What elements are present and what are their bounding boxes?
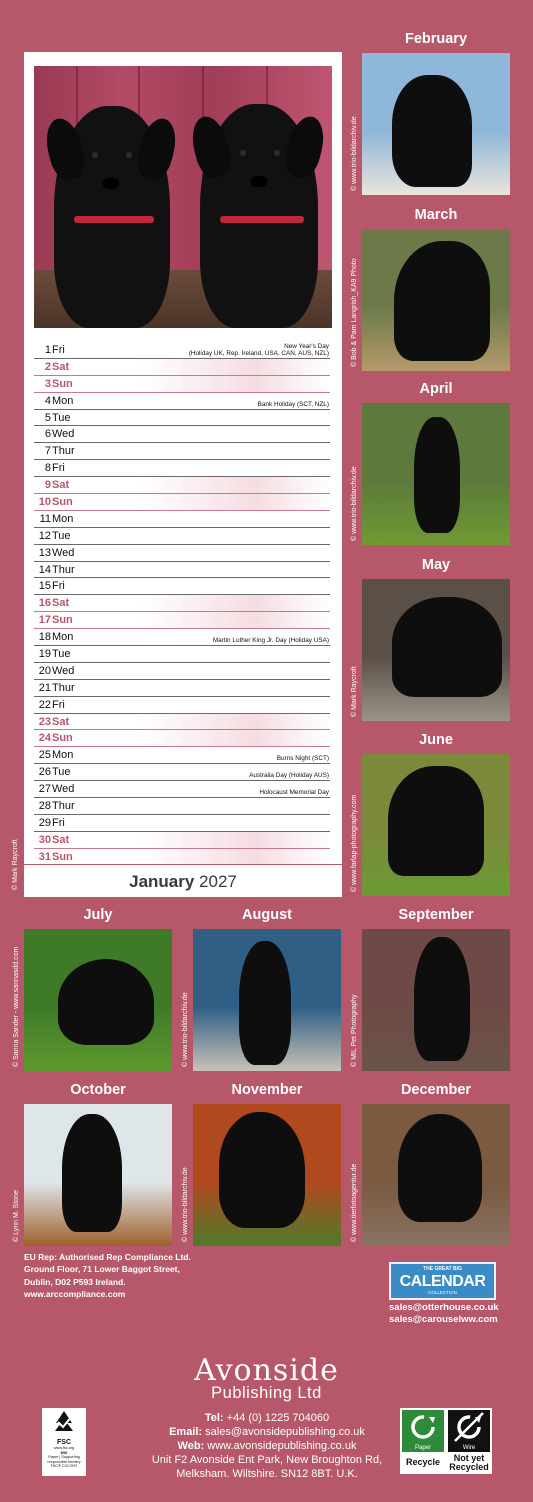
day-name: Sat — [52, 479, 70, 492]
day-row — [34, 528, 330, 545]
day-number: 18 — [38, 631, 51, 644]
day-name: Fri — [52, 462, 65, 475]
dog-silhouette — [414, 937, 470, 1061]
photo-credit: © www.trio-bildarchiv.de — [351, 466, 358, 541]
photo-credit: © Sanna Sander - www.sannasdd.com — [13, 946, 20, 1067]
day-number: 7 — [44, 445, 51, 458]
recycling-info: Paper Wire Recycle Not yet Recycled — [400, 1408, 492, 1474]
month-tile-title: June — [419, 732, 453, 748]
day-number: 30 — [38, 833, 51, 846]
dog-silhouette — [414, 417, 460, 533]
day-name: Fri — [52, 816, 65, 829]
day-number: 22 — [38, 698, 51, 711]
day-number: 25 — [38, 749, 51, 762]
day-number: 10 — [38, 496, 51, 509]
month-photo — [362, 579, 510, 721]
day-name: Sat — [52, 833, 70, 846]
tree-check-icon — [42, 1408, 86, 1434]
photo-credit: © MIL Pet Photography — [351, 994, 358, 1067]
day-number: 2 — [44, 360, 51, 373]
eu-rep-line: www.arccompliance.com — [24, 1288, 126, 1299]
dog-silhouette — [398, 1114, 482, 1222]
month-photo — [362, 403, 510, 545]
day-row — [34, 646, 330, 663]
day-row — [34, 697, 330, 714]
day-row — [34, 494, 330, 511]
address: Unit F2 Avonside Ent Park, New Broughton Rd, — [151, 1454, 383, 1466]
publisher-logo: Avonside — [194, 1353, 339, 1388]
day-name: Mon — [52, 394, 74, 407]
eu-rep-line: Ground Floor, 71 Lower Baggot Street, — [24, 1264, 180, 1275]
day-row — [34, 714, 330, 731]
month-photo — [362, 53, 510, 195]
month-photo — [362, 754, 510, 896]
month-name: January — [129, 872, 195, 891]
day-name: Sun — [52, 614, 73, 627]
phone[interactable]: +44 (0) 1225 704060 — [226, 1412, 330, 1424]
month-tile-title: August — [242, 907, 292, 923]
day-number: 3 — [44, 377, 51, 390]
day-row — [34, 511, 330, 528]
dog-silhouette — [62, 1114, 122, 1232]
day-number: 15 — [38, 580, 51, 593]
day-name: Sun — [52, 496, 73, 509]
month-photo — [362, 929, 510, 1071]
month-tile-title: December — [400, 1082, 472, 1098]
day-row — [34, 376, 330, 393]
dog-silhouette — [392, 75, 472, 187]
month-photo — [193, 1104, 341, 1246]
day-name: Thur — [52, 681, 75, 694]
january-photo — [34, 66, 332, 328]
holiday-note: Australia Day (Holiday AUS) — [249, 772, 329, 780]
recycle-icon: Paper — [402, 1410, 444, 1452]
month-tile-title: May — [421, 557, 451, 573]
day-name: Mon — [52, 512, 74, 525]
month-photo — [24, 1104, 172, 1246]
day-row — [34, 680, 330, 697]
day-name: Wed — [52, 783, 75, 796]
photo-credit: © www.tierfotoagentur.de — [351, 1163, 358, 1242]
eu-rep-line: Dublin, D02 P593 Ireland. — [24, 1276, 126, 1287]
day-name: Sun — [52, 850, 73, 863]
month-year: 2027 — [199, 872, 237, 891]
month-photo — [362, 229, 510, 371]
month-photo — [24, 929, 172, 1071]
holiday-note: New Year's Day (Holiday UK, Rep. Ireland, USA, CAN, AUS, NZL) — [188, 342, 329, 357]
day-row — [34, 562, 330, 579]
day-row — [34, 460, 330, 477]
day-name: Tue — [52, 411, 71, 424]
day-number: 19 — [38, 648, 51, 661]
day-row — [34, 359, 330, 376]
day-row — [34, 410, 330, 427]
day-name: Fri — [52, 698, 65, 711]
day-name: Mon — [52, 749, 74, 762]
day-name: Tue — [52, 766, 71, 779]
day-row — [34, 798, 330, 815]
day-name: Sat — [52, 715, 70, 728]
day-name: Sun — [52, 732, 73, 745]
web-link[interactable]: www.avonsidepublishing.co.uk — [207, 1440, 357, 1452]
photo-credit: © www.farlap-photography.com — [351, 794, 358, 892]
day-number: 21 — [38, 681, 51, 694]
address: Melksham. Wiltshire. SN12 8BT. U.K. — [176, 1468, 358, 1480]
photo-credit: © www.trio-bildarchiv.de — [182, 1167, 189, 1242]
day-row — [34, 477, 330, 494]
day-name: Sat — [52, 360, 70, 373]
day-row — [34, 443, 330, 460]
day-number: 17 — [38, 614, 51, 627]
day-number: 8 — [44, 462, 51, 475]
holiday-note: Martin Luther King Jr. Day (Holiday USA) — [212, 637, 329, 645]
month-tile-title: November — [231, 1082, 303, 1098]
photo-credit: © Lynn M. Stone — [13, 1190, 20, 1242]
day-row — [34, 815, 330, 832]
day-number: 28 — [38, 800, 51, 813]
holiday-note: Burns Night (SCT) — [276, 755, 329, 763]
month-tile-title: October — [70, 1082, 126, 1098]
day-name: Sun — [52, 377, 73, 390]
day-name: Mon — [52, 631, 74, 644]
day-row — [34, 393, 330, 410]
day-name: Thur — [52, 563, 75, 576]
day-number: 23 — [38, 715, 51, 728]
fsc-logo: FSC www.fsc.org MIX Paper | Supporting responsible forestry FSC® C017097 — [42, 1408, 86, 1476]
day-number: 6 — [44, 428, 51, 441]
publisher-contact: Tel: +44 (0) 1225 704060 Email: sales@avonsidepublishing.co.uk Web: www.avonsidepublishing.co.uk Unit F2 Avonside Ent Park, New Broughton Rd, Melksham. Wiltshire. SN12 8BT. U.K. — [136, 1411, 398, 1481]
month-tile-title: July — [83, 907, 113, 923]
day-number: 14 — [38, 563, 51, 576]
day-number: 12 — [38, 529, 51, 542]
day-row — [34, 663, 330, 680]
day-name: Fri — [52, 580, 65, 593]
day-number: 20 — [38, 664, 51, 677]
photo-credit: © www.trio-bildarchiv.de — [351, 116, 358, 191]
january-panel — [24, 52, 342, 897]
sales-email[interactable]: sales@otterhouse.co.uk — [389, 1302, 499, 1313]
calendar-collection-logo: THE GREAT BIG CALENDAR COLLECTION — [389, 1262, 496, 1300]
photo-credit: © www.trio-bildarchiv.de — [182, 992, 189, 1067]
eu-rep-line: EU Rep: Authorised Rep Compliance Ltd. — [24, 1252, 191, 1262]
month-photo — [193, 929, 341, 1071]
publisher-logo-sub: Publishing Ltd — [211, 1384, 322, 1402]
month-photo — [362, 1104, 510, 1246]
day-row — [34, 578, 330, 595]
dog-silhouette — [58, 959, 154, 1045]
day-row — [34, 747, 330, 764]
holiday-note: Holocaust Memorial Day — [259, 789, 329, 797]
day-row — [34, 730, 330, 747]
day-number: 11 — [39, 512, 51, 525]
day-name: Thur — [52, 445, 75, 458]
day-number: 4 — [44, 394, 51, 407]
day-number: 9 — [44, 479, 51, 492]
not-recycled-icon: Wire — [448, 1410, 490, 1452]
month-tile-title: February — [404, 31, 468, 47]
day-row — [34, 545, 330, 562]
dog-silhouette — [392, 597, 502, 697]
dog-silhouette — [394, 241, 490, 361]
day-number: 16 — [38, 597, 51, 610]
day-number: 13 — [38, 546, 51, 559]
day-number: 24 — [38, 732, 51, 745]
day-number: 31 — [38, 850, 51, 863]
day-row — [34, 612, 330, 629]
day-number: 27 — [38, 783, 51, 796]
photo-credit-january: © Mark Raycroft — [12, 839, 19, 890]
email-link[interactable]: sales@avonsidepublishing.co.uk — [205, 1426, 365, 1438]
photo-credit: © Mark Raycroft — [351, 666, 358, 717]
day-number: 26 — [38, 766, 51, 779]
day-row — [34, 629, 330, 646]
day-name: Wed — [52, 664, 75, 677]
month-tile-title: April — [419, 381, 453, 397]
day-number: 29 — [38, 816, 51, 829]
month-tile-title: September — [398, 907, 474, 923]
month-tile-title: March — [414, 207, 458, 223]
sales-email[interactable]: sales@carouselww.com — [389, 1314, 498, 1325]
eu-rep — [24, 1251, 191, 1300]
day-number: 5 — [44, 411, 51, 424]
day-row — [34, 832, 330, 849]
day-name: Wed — [52, 546, 75, 559]
day-row — [34, 781, 330, 798]
day-row — [34, 595, 330, 612]
dog-silhouette — [219, 1112, 305, 1228]
day-name: Wed — [52, 428, 75, 441]
day-number: 1 — [44, 344, 51, 356]
day-name: Thur — [52, 800, 75, 813]
holiday-note: Bank Holiday (SCT, NZL) — [257, 400, 329, 408]
day-row — [34, 764, 330, 781]
day-name: Sat — [52, 597, 70, 610]
day-row — [34, 426, 330, 443]
sales-emails — [389, 1302, 499, 1326]
dog-silhouette — [388, 766, 484, 876]
day-row — [34, 342, 330, 359]
day-name: Tue — [52, 529, 71, 542]
day-name: Fri — [52, 344, 65, 356]
day-name: Tue — [52, 648, 71, 661]
photo-credit: © Bob & Pam Langrish_KA9 Photo — [351, 258, 358, 367]
day-list — [34, 342, 330, 866]
dog-silhouette — [239, 941, 291, 1065]
month-title — [24, 864, 342, 897]
